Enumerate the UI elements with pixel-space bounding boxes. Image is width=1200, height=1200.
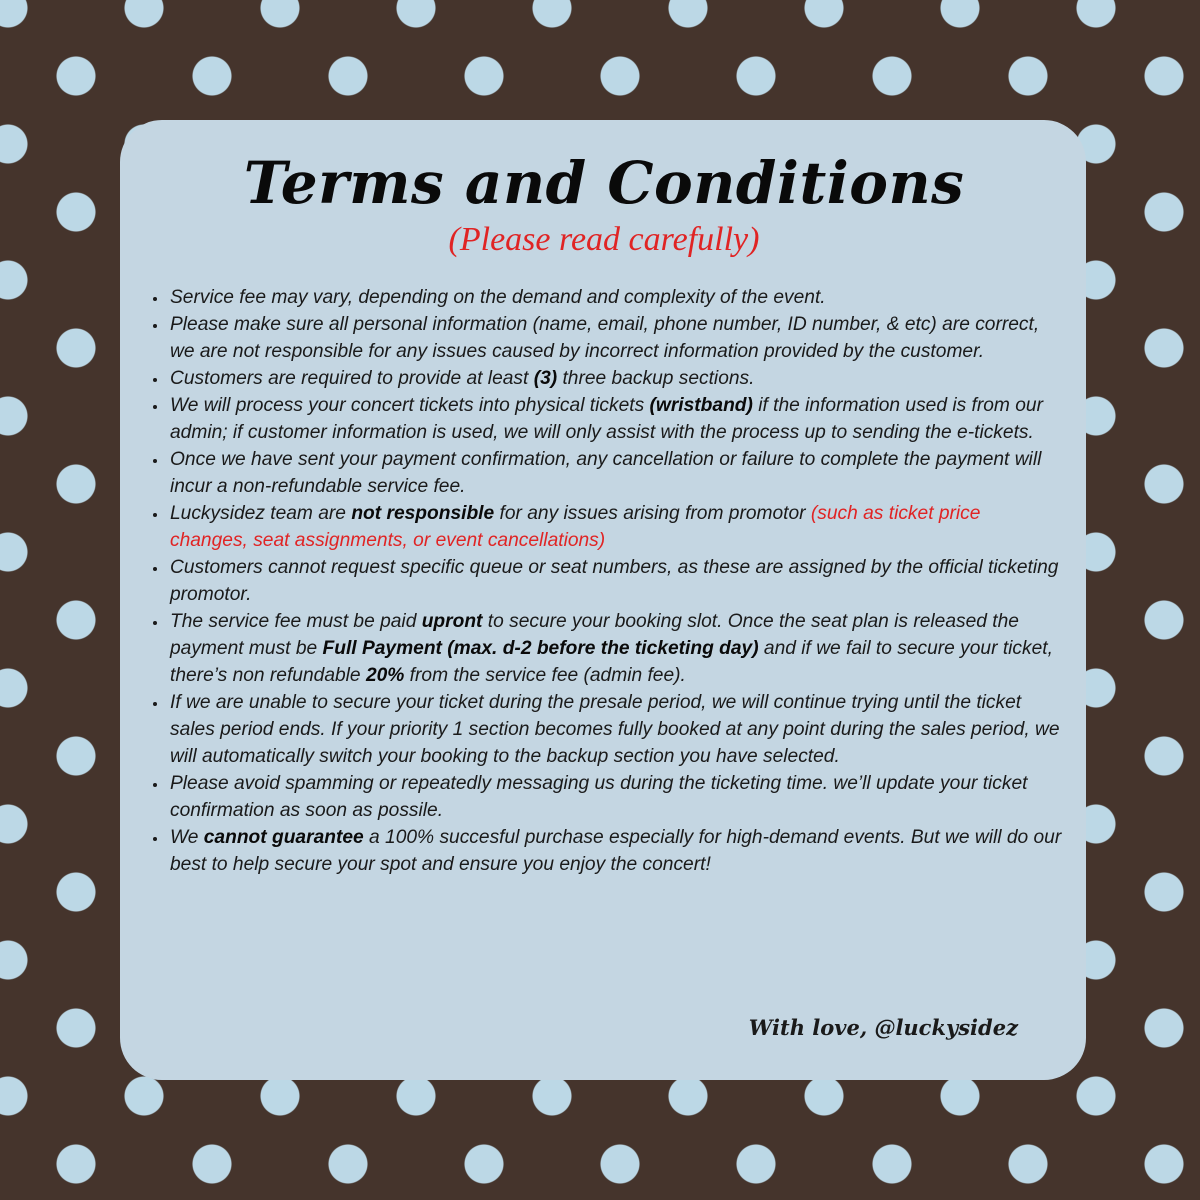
term-item-cancellation: • Once we have sent your payment confirmation, any cancellation or failure to complete the payment will incur a non-refundable service fee.: [168, 446, 1062, 500]
emphasis-text: cannot guarantee: [203, 827, 364, 848]
term-item-backup-sections: • Customers are required to provide at least (3) three backup sections.: [168, 365, 1062, 392]
term-item-seat-numbers: • Customers cannot request specific queue or seat numbers, as these are assigned by the official ticketing promotor.: [168, 554, 1062, 608]
emphasis-text: Full Payment (max. d-2 before the ticketing day): [322, 638, 759, 659]
page-subtitle: (Please read carefully): [448, 221, 760, 258]
signature: With love, @luckysidez: [748, 1015, 1018, 1040]
term-item-personal-info: • Please make sure all personal information (name, email, phone number, ID number, & etc) are correct, we are not responsible for any issues caused by incorrect information provided by the customer.: [168, 311, 1062, 365]
term-item-responsibility: • Luckysidez team are not responsible for any issues arising from promotor (such as ticket price changes, seat assignments, or event cancellations): [168, 500, 1062, 554]
term-item-payment: • The service fee must be paid upront to secure your booking slot. Once the seat plan is released the payment must be Full Payment (max. d-2 before the ticketing day) and if we fail to secure your ticket, there’s non refundable 20% from the service fee (admin fee).: [168, 608, 1062, 689]
emphasis-text: 20%: [365, 665, 405, 686]
highlighted-note: (such as ticket price changes, seat assignments, or event cancellations): [170, 503, 981, 551]
emphasis-text: (wristband): [649, 395, 753, 416]
emphasis-text: (3): [533, 368, 558, 389]
terms-list: [146, 284, 1062, 878]
terms-card: [120, 120, 1086, 1080]
page-title: Terms and Conditions: [243, 149, 965, 217]
term-item-physical-tickets: • We will process your concert tickets into physical tickets (wristband) if the information used is from our admin; if customer information is used, we will only assist with the process up to sending the e-tickets.: [168, 392, 1062, 446]
term-item-presale: • If we are unable to secure your ticket during the presale period, we will continue trying until the ticket sales period ends. If your priority 1 section becomes fully booked at any point during the sales period, we will automatically switch your booking to the backup section you have selected.: [168, 689, 1062, 770]
term-item-guarantee: • We cannot guarantee a 100% succesful purchase especially for high-demand events. But we will do our best to help secure your spot and ensure you enjoy the concert!: [168, 824, 1062, 878]
emphasis-text: upront: [421, 611, 483, 632]
term-item-service-fee: • Service fee may vary, depending on the demand and complexity of the event.: [168, 284, 1062, 311]
emphasis-text: not responsible: [351, 503, 495, 524]
term-item-spamming: • Please avoid spamming or repeatedly messaging us during the ticketing time. we’ll update your ticket confirmation as soon as possile.: [168, 770, 1062, 824]
